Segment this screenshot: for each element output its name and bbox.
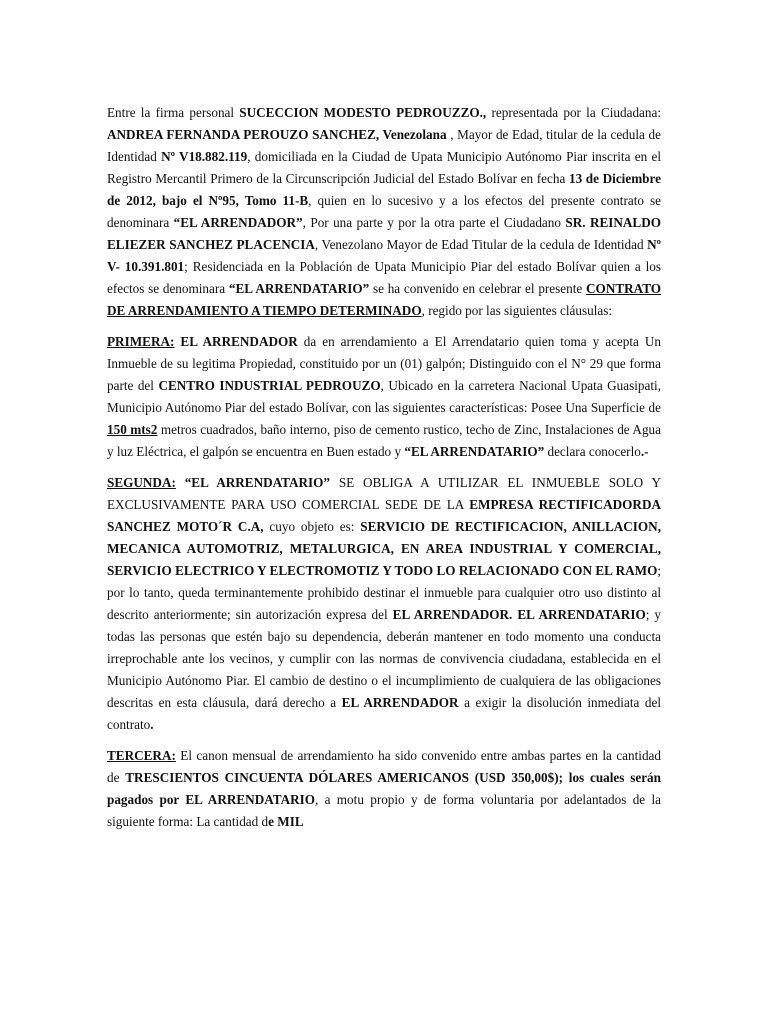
bold-text: Nº V18.882.119 [161,149,248,164]
bold-text: TRESCIENTOS CINCUENTA DÓLARES AMERICANOS (USD 350,00$); los cuales serán pagados por EL ARRENDATARIO [107,770,661,807]
bold-text: Nº V- 10.391.801 [107,237,661,274]
bold-text: PRIMERA: [107,334,175,349]
bold-text: “EL ARRENDADOR” [173,215,303,230]
bold-text: “EL ARRENDATARIO” [228,281,370,296]
bold-text: SERVICIO DE RECTIFICACION, ANILLACION, MECANICA AUTOMOTRIZ, METALURGICA, EN AREA INDUSTRIAL Y COMERCIAL, SERVICIO ELECTRICO Y ELECTROMOTIZ Y TODO LO RELACIONADO CON EL RAMO [107,519,661,578]
body-text: da en arrendamiento a El Arrendatario quien toma y acepta Un Inmueble de su legitima Propiedad, constituido por un (01) galpón; Distinguido con el N° 29 que forma parte del [107,334,661,393]
clause-tercera [107,745,661,833]
bold-text: EMPRESA RECTIFICADORDA SANCHEZ MOTO´R C.A, [107,497,661,534]
body-text: , Por una parte y por la otra parte el Ciudadano [302,215,566,230]
body-text: El canon mensual de arrendamiento ha sido convenido entre ambas partes en la cantidad de [107,748,661,785]
body-text: , quien en lo sucesivo y a los efectos del presente contrato se denominara [107,193,661,230]
bold-text: . [150,717,154,732]
bold-text: EL ARRENDADOR [180,334,298,349]
contract-body [107,102,661,842]
body-text: metros cuadrados, baño interno, piso de cemento rustico, techo de Zinc, Instalaciones de Agua y luz Eléctrica, el galpón se encuentra en Buen estado y [107,422,661,459]
bold-text: .- [640,444,649,459]
body-text: , domiciliada en la Ciudad de Upata Municipio Autónomo Piar inscrita en el Registro Mercantil Primero de la Circunscripción Judicial del Estado Bolívar en fecha [107,149,661,186]
clause-intro [107,102,661,322]
body-text: , regido por las siguientes cláusulas: [421,303,613,318]
body-text: SE OBLIGA A UTILIZAR EL INMUEBLE SOLO Y EXCLUSIVAMENTE PARA USO COMERCIAL SEDE DE LA [107,475,661,512]
body-text: a exigir la disolución inmediata del contrato [107,695,661,732]
bold-text: ANDREA FERNANDA PEROUZO SANCHEZ, Venezolana [107,127,447,142]
bold-text: CENTRO INDUSTRIAL PEDROUZO [158,378,381,393]
body-text: , Mayor de Edad, titular de la cedula de Identidad [107,127,661,164]
bold-text: TERCERA: [107,748,176,763]
body-text: Entre la firma personal [107,105,240,120]
bold-text: SUCECCION MODESTO PEDROUZZO., [239,105,487,120]
bold-text: SR. REINALDO ELIEZER SANCHEZ PLACENCIA [107,215,662,252]
bold-text: CONTRATO DE ARRENDAMIENTO A TIEMPO DETERMINADO [107,281,662,318]
bold-text: “EL ARRENDATARIO” [184,475,331,490]
bold-text: 13 de Diciembre de 2012, bajo el Nº95, Tomo 11-B [107,171,661,208]
bold-text: EL ARRENDADOR. EL ARRENDATARIO [392,607,646,622]
bold-text: “EL ARRENDATARIO” [404,444,545,459]
body-text: , Venezolano Mayor de Edad Titular de la cedula de Identidad [314,237,648,252]
body-text: ; y todas las personas que estén bajo su dependencia, deberán mantener en todo momento una conducta irreprochable ante los vecinos, y cumplir con las normas de convivencia ciudadana, establecida en el Municipio Autónomo Piar. El cambio de destino o el incumplimiento de cualquiera de las obligaciones descritas en esta cláusula, dará derecho a [107,607,661,710]
body-text: cuyo objeto es: [263,519,361,534]
body-text: declara conocerlo [544,444,641,459]
body-text: ; por lo tanto, queda terminantemente prohibido destinar el inmueble para cualquier otro uso distinto al descrito anteriormente; sin autorización expresa del [107,563,661,622]
body-text: ; Residenciada en la Población de Upata Municipio Piar del estado Bolívar quien a los efectos se denominara [107,259,662,296]
body-text: , a motu propio y de forma voluntaria por adelantados de la siguiente forma: La cantidad d [107,792,661,829]
body-text [176,475,185,490]
body-text: representada por la Ciudadana: [486,105,662,120]
body-text: se ha convenido en celebrar el presente [369,281,587,296]
bold-text: e MIL [268,814,304,829]
bold-text: 150 mts2 [107,422,158,437]
bold-text: EL ARRENDADOR [341,695,459,710]
clause-segunda [107,472,661,736]
bold-text: SEGUNDA: [107,475,176,490]
clause-primera [107,331,661,463]
body-text: , Ubicado en la carretera Nacional Upata Guasipati, Municipio Autónomo Piar del estado Bolívar, con las siguientes características: Posee Una Superficie de [107,378,661,415]
